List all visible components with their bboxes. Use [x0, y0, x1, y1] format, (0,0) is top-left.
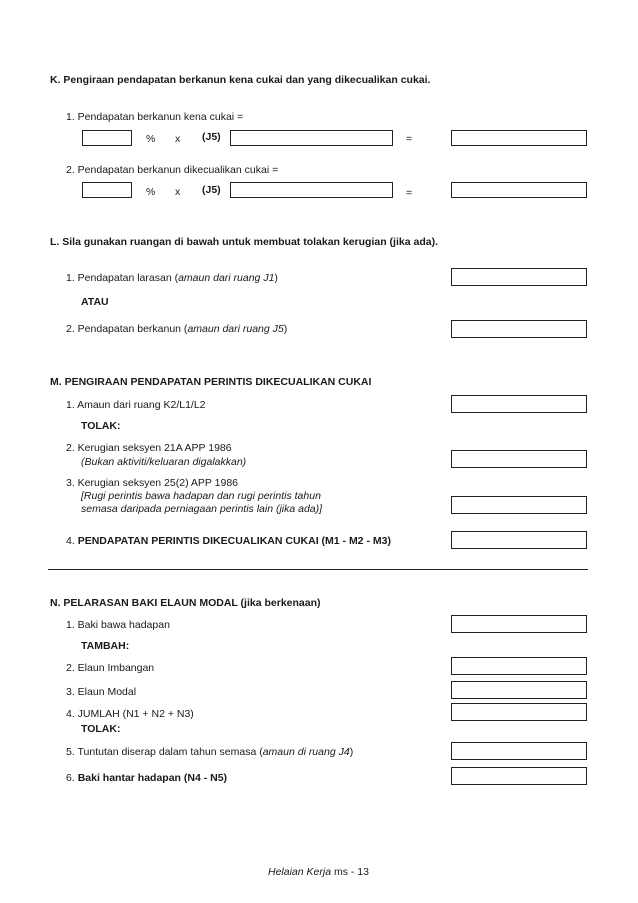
n1-label: 1. Baki bawa hadapan [66, 619, 170, 631]
m3-sublabel-1: [Rugi perintis bawa hadapan dan rugi perintis tahun [81, 490, 321, 502]
m1-input[interactable] [451, 395, 587, 413]
section-l-title: L. Sila gunakan ruangan di bawah untuk membuat tolakan kerugian (jika ada). [50, 236, 438, 248]
k2-result-input[interactable] [451, 182, 587, 198]
n-tambah-label: TAMBAH: [81, 640, 130, 652]
k1-equals-sign: = [406, 133, 413, 145]
l-atau-label: ATAU [81, 296, 109, 308]
l2-input[interactable] [451, 320, 587, 338]
l2-label: 2. Pendapatan berkanun (amaun dari ruang J5) [66, 323, 288, 335]
n2-label: 2. Elaun Imbangan [66, 662, 155, 674]
k2-label: 2. Pendapatan berkanun dikecualikan cukai = [66, 164, 279, 176]
m4-input[interactable] [451, 531, 587, 549]
n5-input[interactable] [451, 742, 587, 760]
k1-percent-input[interactable] [82, 130, 132, 146]
n2-input[interactable] [451, 657, 587, 675]
n4-input[interactable] [451, 703, 587, 721]
k1-label: 1. Pendapatan berkanun kena cukai = [66, 111, 244, 123]
n-tolak-label: TOLAK: [81, 723, 121, 735]
k2-percent-sign: % [146, 186, 156, 198]
section-k-title: K. Pengiraan pendapatan berkanun kena cukai dan yang dikecualikan cukai. [50, 74, 431, 86]
section-n-title: N. PELARASAN BAKI ELAUN MODAL (jika berkenaan) [50, 597, 321, 609]
k1-j5-ref: (J5) [202, 131, 221, 143]
n3-input[interactable] [451, 681, 587, 699]
m2-label: 2. Kerugian seksyen 21A APP 1986 [66, 442, 232, 454]
k1-j5-input[interactable] [230, 130, 393, 146]
n6-label: 6. Baki hantar hadapan (N4 - N5) [66, 772, 228, 784]
n3-label: 3. Elaun Modal [66, 686, 137, 698]
l1-label: 1. Pendapatan larasan (amaun dari ruang J1) [66, 272, 278, 284]
m-tolak-label: TOLAK: [81, 420, 121, 432]
k1-percent-sign: % [146, 133, 156, 145]
k2-percent-input[interactable] [82, 182, 132, 198]
n5-label: 5. Tuntutan diserap dalam tahun semasa (amaun di ruang J4) [66, 746, 354, 758]
k2-j5-ref: (J5) [202, 184, 221, 196]
k1-result-input[interactable] [451, 130, 587, 146]
m3-input[interactable] [451, 496, 587, 514]
n4-label: 4. JUMLAH (N1 + N2 + N3) [66, 708, 194, 720]
k1-times-sign: x [175, 133, 181, 145]
k2-j5-input[interactable] [230, 182, 393, 198]
m3-sublabel-2: semasa daripada perniagaan perintis lain (jika ada)] [81, 503, 323, 515]
m1-label: 1. Amaun dari ruang K2/L1/L2 [66, 399, 206, 411]
k2-times-sign: x [175, 186, 181, 198]
m2-sublabel: (Bukan aktiviti/keluaran digalakkan) [81, 456, 247, 468]
n6-input[interactable] [451, 767, 587, 785]
section-divider [48, 569, 588, 570]
section-m-title: M. PENGIRAAN PENDAPATAN PERINTIS DIKECUALIKAN CUKAI [50, 376, 372, 388]
l1-input[interactable] [451, 268, 587, 286]
m2-input[interactable] [451, 450, 587, 468]
n1-input[interactable] [451, 615, 587, 633]
m4-label: 4. PENDAPATAN PERINTIS DIKECUALIKAN CUKAI (M1 - M2 - M3) [66, 535, 391, 547]
k2-equals-sign: = [406, 187, 413, 199]
m3-label: 3. Kerugian seksyen 25(2) APP 1986 [66, 477, 239, 489]
page-footer: Helaian Kerja ms - 13 [268, 866, 369, 878]
